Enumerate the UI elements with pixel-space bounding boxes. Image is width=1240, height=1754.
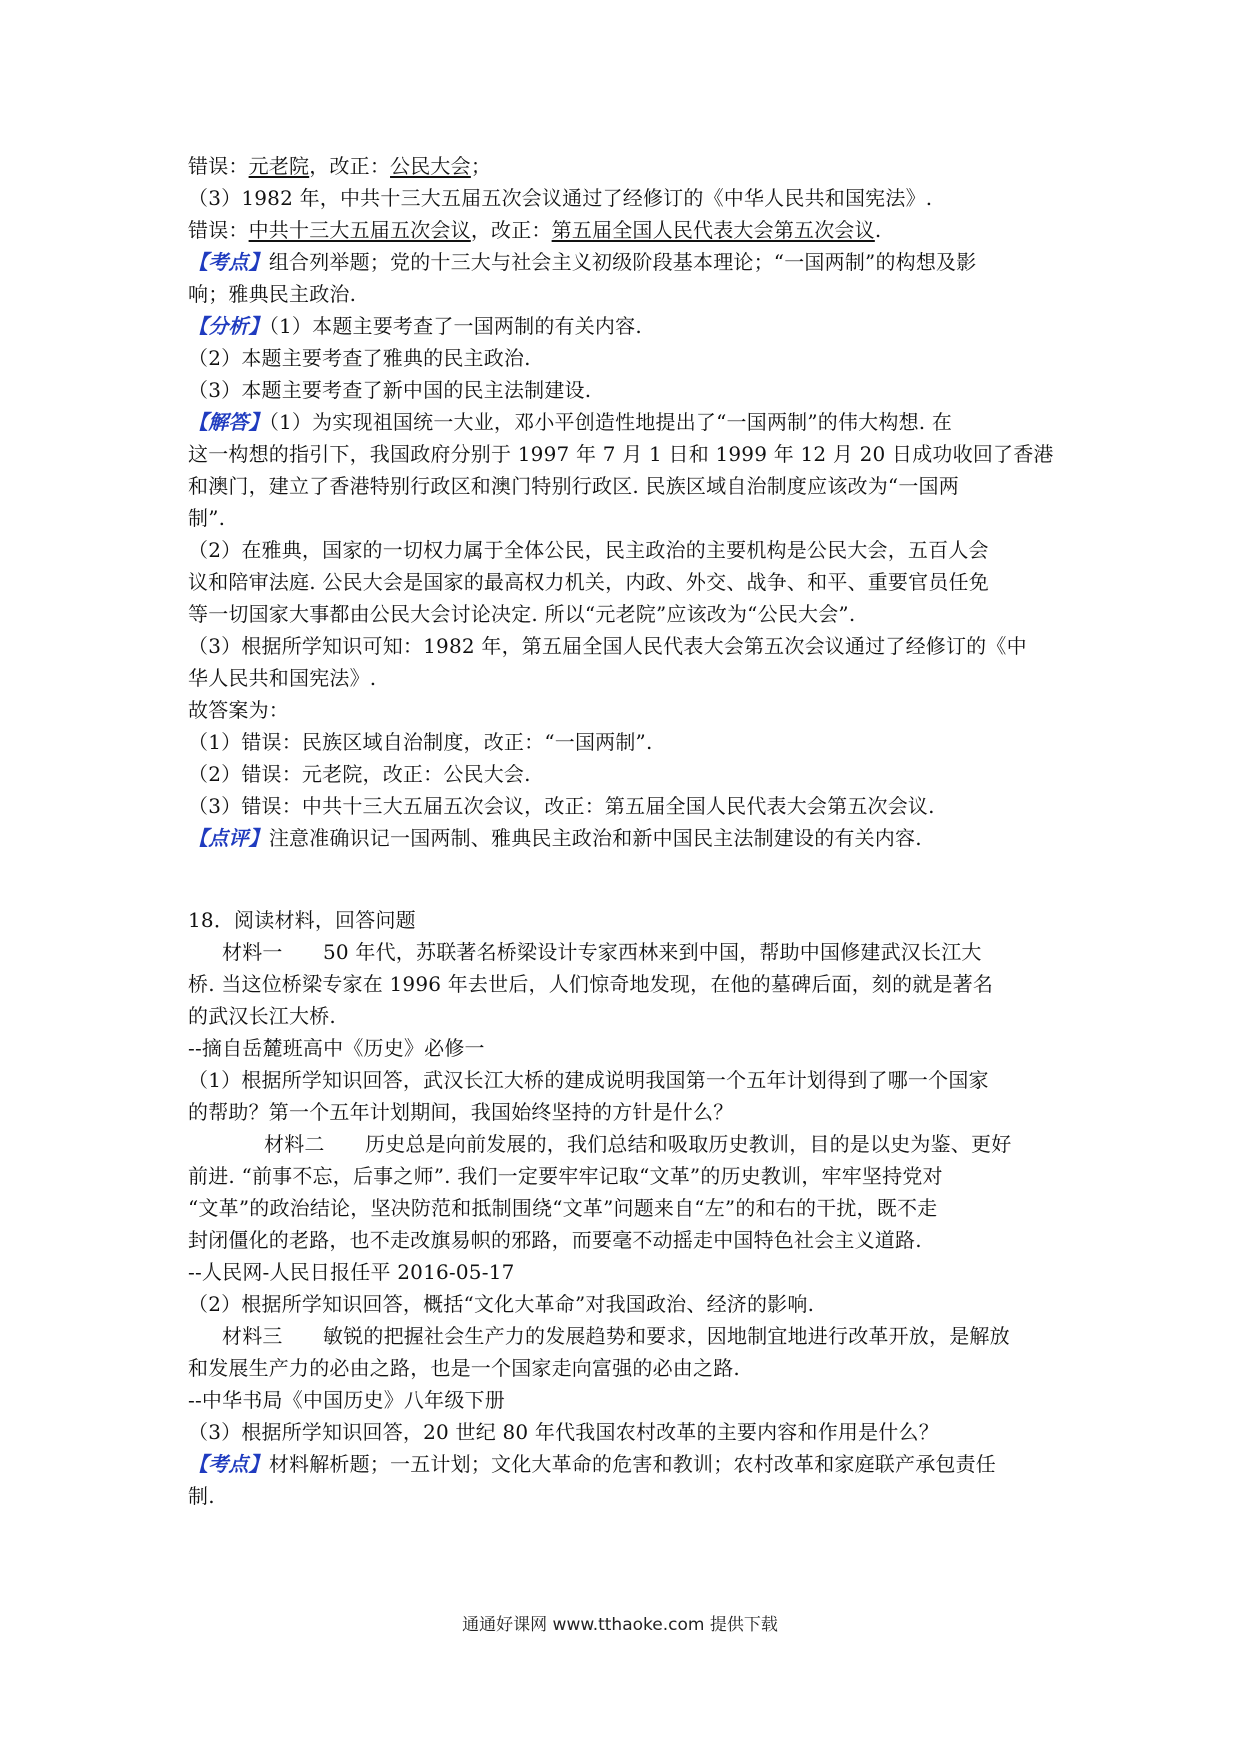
material-1-source: --摘自岳麓班高中《历史》必修一 <box>188 1036 485 1060</box>
question-18-title: 18．阅读材料，回答问题 <box>188 908 416 932</box>
material-3-line-2: 和发展生产力的必由之路，也是一个国家走向富强的必由之路. <box>188 1356 740 1380</box>
jieda-line-5: （2）在雅典，国家的一切权力属于全体公民，民主政治的主要机构是公民大会，五百人会 <box>188 538 989 562</box>
answer-3: （3）错误：中共十三大五届五次会议，改正：第五届全国人民代表大会第五次会议. <box>188 794 935 818</box>
fenxi-line-2: （2）本题主要考查了雅典的民主政治. <box>188 346 531 370</box>
jieda-line-2: 这一构想的指引下，我国政府分别于 1997 年 7 月 1 日和 1999 年 12 月 20 日成功收回了香港 <box>188 442 1054 466</box>
jieda-line-9: 华人民共和国宪法》. <box>188 666 377 690</box>
jieda-line-3: 和澳门，建立了香港特别行政区和澳门特别行政区. 民族区域自治制度应该改为“一国两 <box>188 474 959 498</box>
material-2-line-4: 封闭僵化的老路，也不走改旗易帜的邪路，而要毫不动摇走中国特色社会主义道路. <box>188 1228 922 1252</box>
answer-1: （1）错误：民族区域自治制度，改正：“一国两制”. <box>188 730 653 754</box>
jieda-line-8: （3）根据所学知识可知：1982 年，第五届全国人民代表大会第五次会议通过了经修订的《中 <box>188 634 1027 658</box>
material-1-line-2: 桥. 当这位桥梁专家在 1996 年去世后，人们惊奇地发现，在他的墓碑后面，刻的就是著名 <box>188 972 994 996</box>
wrong-term: 元老院 <box>248 154 310 178</box>
answer-2: （2）错误：元老院，改正：公民大会. <box>188 762 531 786</box>
material-3-line-1: 材料三 敏锐的把握社会生产力的发展趋势和要求，因地制宜地进行改革开放，是解放 <box>222 1324 1010 1348</box>
fenxi-tag: 【分析】 <box>188 314 269 338</box>
dianping-tag: 【点评】 <box>188 826 269 850</box>
material-3-source: --中华书局《中国历史》八年级下册 <box>188 1388 505 1412</box>
material-1-line-1: 材料一 50 年代，苏联著名桥梁设计专家西林来到中国，帮助中国修建武汉长江大 <box>222 940 982 964</box>
material-2-source: --人民网-人民日报任平 2016-05-17 <box>188 1260 515 1284</box>
fenxi-line-1: 【分析】（1）本题主要考查了一国两制的有关内容. <box>188 314 642 338</box>
kaodian-tag: 【考点】 <box>188 1452 269 1476</box>
material-2-line-2: 前进. “前事不忘，后事之师”. 我们一定要牢牢记取“文革”的历史教训，牢牢坚持党对 <box>188 1164 943 1188</box>
correct-term: 公民大会 <box>390 154 471 178</box>
document-page <box>188 150 1060 1512</box>
label-correct: ，改正： <box>470 218 552 242</box>
correct-term: 第五届全国人民代表大会第五次会议 <box>551 218 875 242</box>
correction-line-3: 错误：中共十三大五届五次会议，改正：第五届全国人民代表大会第五次会议. <box>188 218 882 242</box>
q18-kaodian-line-2: 制. <box>188 1484 215 1508</box>
kaodian-line-2: 响；雅典民主政治. <box>188 282 357 306</box>
kaodian-line-1: 【考点】组合列举题；党的十三大与社会主义初级阶段基本理论；“一国两制”的构想及影 <box>188 250 977 274</box>
answer-heading: 故答案为： <box>188 698 289 722</box>
label-error: 错误： <box>188 218 249 242</box>
q18-kaodian-line-1: 【考点】材料解析题；一五计划；文化大革命的危害和教训；农村改革和家庭联产承包责任 <box>188 1452 997 1476</box>
jieda-line-7: 等一切国家大事都由公民大会讨论决定. 所以“元老院”应该改为“公民大会”. <box>188 602 856 626</box>
fenxi-line-3: （3）本题主要考查了新中国的民主法制建设. <box>188 378 592 402</box>
material-2-line-3: “文革”的政治结论，坚决防范和抵制围绕“文革”问题来自“左”的和右的干扰，既不走 <box>188 1196 938 1220</box>
material-2-line-1: 材料二 历史总是向前发展的，我们总结和吸取历史教训，目的是以史为鉴、更好 <box>264 1132 1012 1156</box>
dianping-line: 【点评】注意准确识记一国两制、雅典民主政治和新中国民主法制建设的有关内容. <box>188 826 922 850</box>
kaodian-tag: 【考点】 <box>188 250 269 274</box>
question-3: （3）根据所学知识回答，20 世纪 80 年代我国农村改革的主要内容和作用是什么？ <box>188 1420 939 1444</box>
question-2: （2）根据所学知识回答，概括“文化大革命”对我国政治、经济的影响. <box>188 1292 815 1316</box>
label-error: 错误： <box>188 154 249 178</box>
correction-line-2: 错误：元老院，改正：公民大会； <box>188 154 492 178</box>
material-1-line-3: 的武汉长江大桥. <box>188 1004 336 1028</box>
jieda-line-6: 议和陪审法庭. 公民大会是国家的最高权力机关，内政、外交、战争、和平、重要官员任免 <box>188 570 989 594</box>
jieda-line-1: 【解答】（1）为实现祖国统一大业，邓小平创造性地提出了“一国两制”的伟大构想. 在 <box>188 410 953 434</box>
jieda-tag: 【解答】 <box>188 410 269 434</box>
question-1-line-2: 的帮助？第一个五年计划期间，我国始终坚持的方针是什么？ <box>188 1100 734 1124</box>
question-1-line-1: （1）根据所学知识回答，武汉长江大桥的建成说明我国第一个五年计划得到了哪一个国家 <box>188 1068 989 1092</box>
label-correct: ，改正： <box>309 154 391 178</box>
wrong-term: 中共十三大五届五次会议 <box>248 218 471 242</box>
statement-3: （3）1982 年，中共十三大五届五次会议通过了经修订的《中华人民共和国宪法》. <box>188 186 933 210</box>
spacer <box>188 854 1060 904</box>
page-footer: 通通好课网 www.tthaoke.com 提供下载 <box>462 1615 778 1635</box>
jieda-line-4: 制”. <box>188 506 226 530</box>
